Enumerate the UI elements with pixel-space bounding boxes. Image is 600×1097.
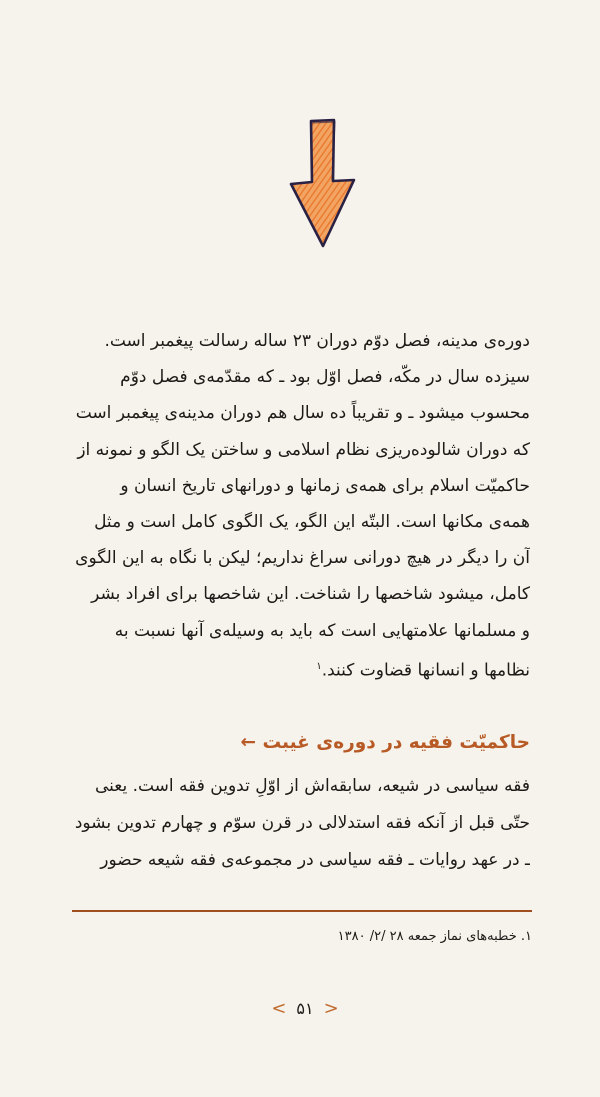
section-line: فقه سیاسی در شیعه، سابقه‌اش از اوّلِ تدوین فقه است. یعنی [94,776,530,796]
page-number [260,995,350,1021]
body-paragraph [70,323,530,689]
body-line: کامل، میشود شاخصها را شناخت. این شاخصها برای افراد بشر [91,584,530,605]
chevron-left-icon[interactable]: < [271,997,287,1019]
chevron-right-icon[interactable]: > [323,997,339,1019]
body-line: محسوب میشود ـ و تقریباً ده سال هم دوران مدینه‌ی پیغمبر است [75,403,530,424]
body-last-line-text: نظامها و انسانها قضاوت کنند. [321,660,530,681]
body-line: حاکمیّت اسلام برای همه‌ی زمانها و دورانهای تاریخ انسان و [120,475,530,496]
body-line: سیزده سال در مکّه، فصل اوّل بود ـ که مقدّمه‌ی فصل دوّم [120,367,530,388]
section-heading-text: حاکمیّت فقیه در دوره‌ی غیبت [262,732,530,753]
body-line: و مسلمانها علامتهایی است که باید به وسیله‌ی آنها نسبت به [114,620,530,641]
footnote: ۱. خطبه‌های نماز جمعه ۲۸ /۲/ ۱۳۸۰ [337,929,532,944]
section-line: ـ در عهد روایات ـ فقه سیاسی در مجموعه‌ی فقه شیعه حضور [100,850,530,870]
section-paragraph [70,768,530,879]
body-line: آن را دیگر در هیچ دورانی سراغ نداریم؛ لیکن با نگاه به این الگوی [75,548,530,569]
left-arrow-icon: ← [240,732,257,753]
body-line: همه‌ی مکانها است. البتّه این الگو، یک الگوی کامل است و مثل [94,512,530,533]
page-number-text: ۵۱ [296,998,314,1018]
body-line: دوره‌ی مدینه، فصل دوّم دوران ۲۳ ساله رسالت پیغمبر است. [104,331,530,351]
section-heading [240,732,530,753]
body-last-line [70,649,530,689]
section-line: حتّی قبل از آنکه فقه استدلالی در قرن سوّم و چهارم تدوین بشود [74,813,530,833]
body-line: که دوران شالوده‌ریزی نظام اسلامی و ساختن یک الگو و نمونه از [77,439,530,460]
footnote-divider [72,910,532,912]
hand-drawn-down-arrow-icon [286,118,358,250]
footnote-reference[interactable]: ۱ [316,660,322,672]
